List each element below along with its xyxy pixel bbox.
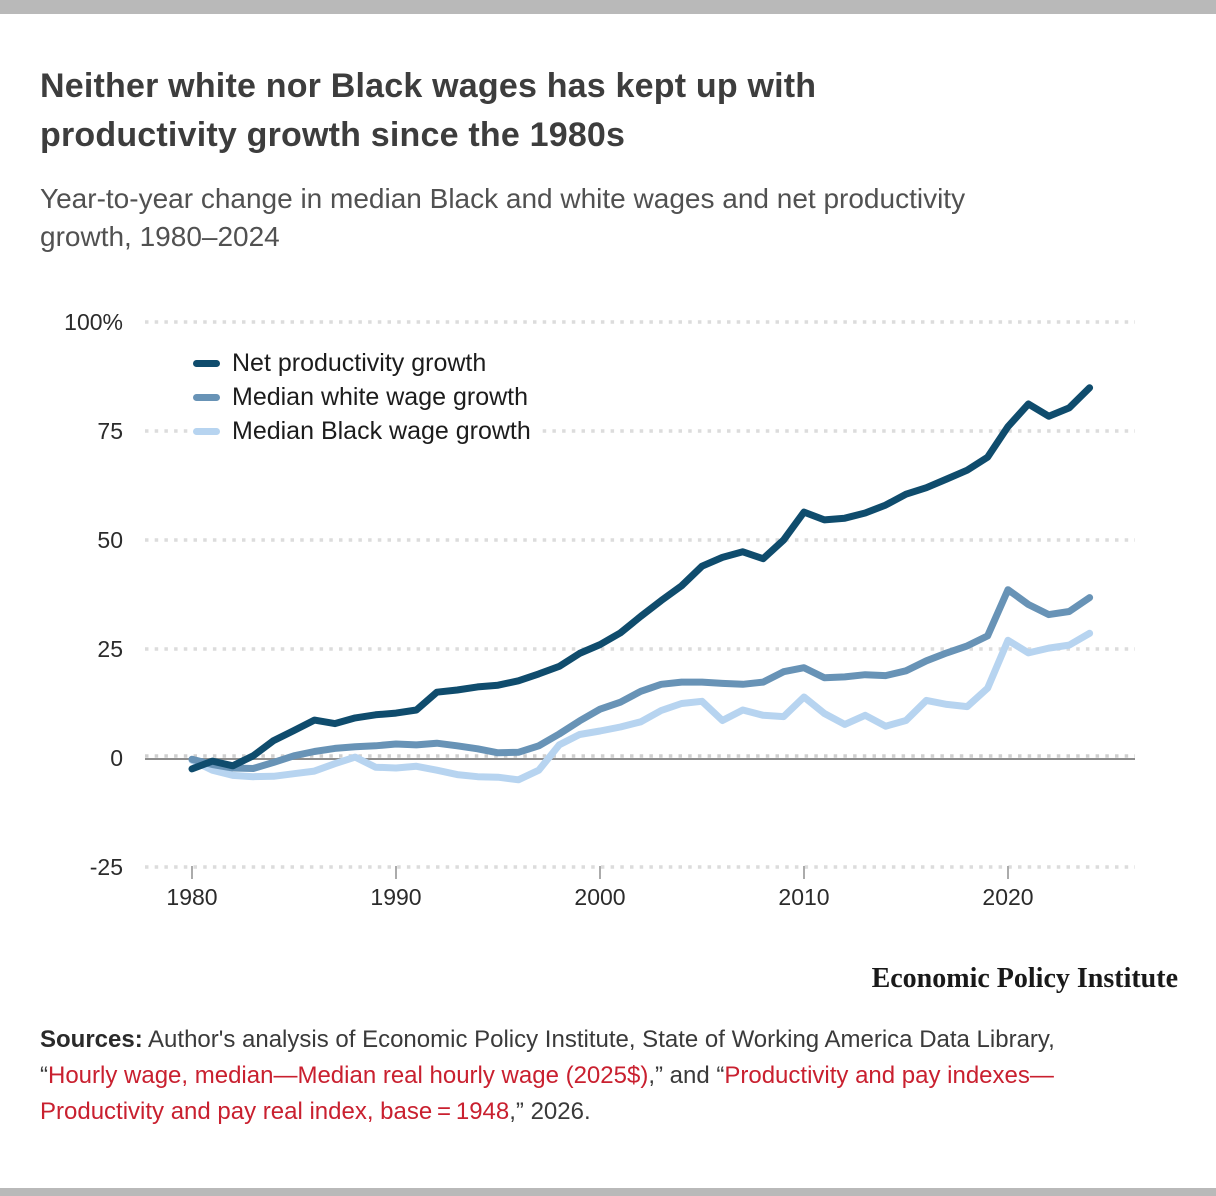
chart-subtitle-line2: growth, 1980–2024 bbox=[40, 221, 280, 252]
x-axis-label-2010: 2010 bbox=[778, 884, 830, 910]
legend-label: Median white wage growth bbox=[232, 382, 528, 411]
chart-title-line2: productivity growth since the 1980s bbox=[40, 116, 626, 154]
legend-label: Net productivity growth bbox=[232, 348, 487, 377]
legend-label: Median Black wage growth bbox=[232, 416, 531, 445]
sources-text: Author's analysis of Economic Policy Institute, State of Working America Data Library, bbox=[142, 1026, 1055, 1053]
sources-line-1 bbox=[40, 1022, 1170, 1058]
chart-title-line1: Neither white nor Black wages has kept up with bbox=[40, 67, 817, 105]
epi-logo: Economic Policy Institute bbox=[871, 963, 1178, 994]
series-line-median-black-wage-growth bbox=[192, 633, 1090, 780]
sources-line-2 bbox=[40, 1058, 1170, 1094]
legend-swatch-icon bbox=[193, 360, 220, 367]
sources-note bbox=[40, 1022, 1170, 1130]
source-link[interactable]: Productivity and pay real index, base = 1948 bbox=[40, 1098, 510, 1125]
source-link[interactable]: Productivity and pay indexes— bbox=[724, 1062, 1054, 1089]
y-axis-label-25: 25 bbox=[97, 636, 123, 662]
sources-label: Sources: bbox=[40, 1026, 143, 1053]
y-axis-label-100: 100% bbox=[64, 309, 123, 335]
legend-row-2 bbox=[193, 415, 541, 447]
legend-swatch-icon bbox=[193, 394, 220, 401]
sources-text: ,” 2026. bbox=[509, 1098, 591, 1125]
chart-subtitle-line1: Year-to-year change in median Black and white wages and net productivity bbox=[40, 183, 966, 214]
y-axis-label-50: 50 bbox=[97, 527, 123, 553]
y-axis-label--25: -25 bbox=[89, 854, 123, 880]
sources-line-3 bbox=[40, 1094, 1170, 1130]
bottom-border-bar bbox=[0, 1188, 1216, 1196]
x-axis-label-2000: 2000 bbox=[574, 884, 626, 910]
legend-row-1 bbox=[193, 381, 538, 413]
y-axis-label-0: 0 bbox=[110, 745, 123, 771]
sources-text: “ bbox=[40, 1062, 48, 1089]
x-axis-label-1980: 1980 bbox=[166, 884, 218, 910]
y-axis-label-75: 75 bbox=[97, 418, 123, 444]
sources-text: ,” and “ bbox=[648, 1062, 725, 1089]
x-axis-label-1990: 1990 bbox=[370, 884, 422, 910]
legend-row-0 bbox=[193, 347, 496, 379]
source-link[interactable]: Hourly wage, median—Median real hourly wage (2025$) bbox=[48, 1062, 649, 1089]
legend-swatch-icon bbox=[193, 428, 220, 435]
x-axis-label-2020: 2020 bbox=[982, 884, 1034, 910]
